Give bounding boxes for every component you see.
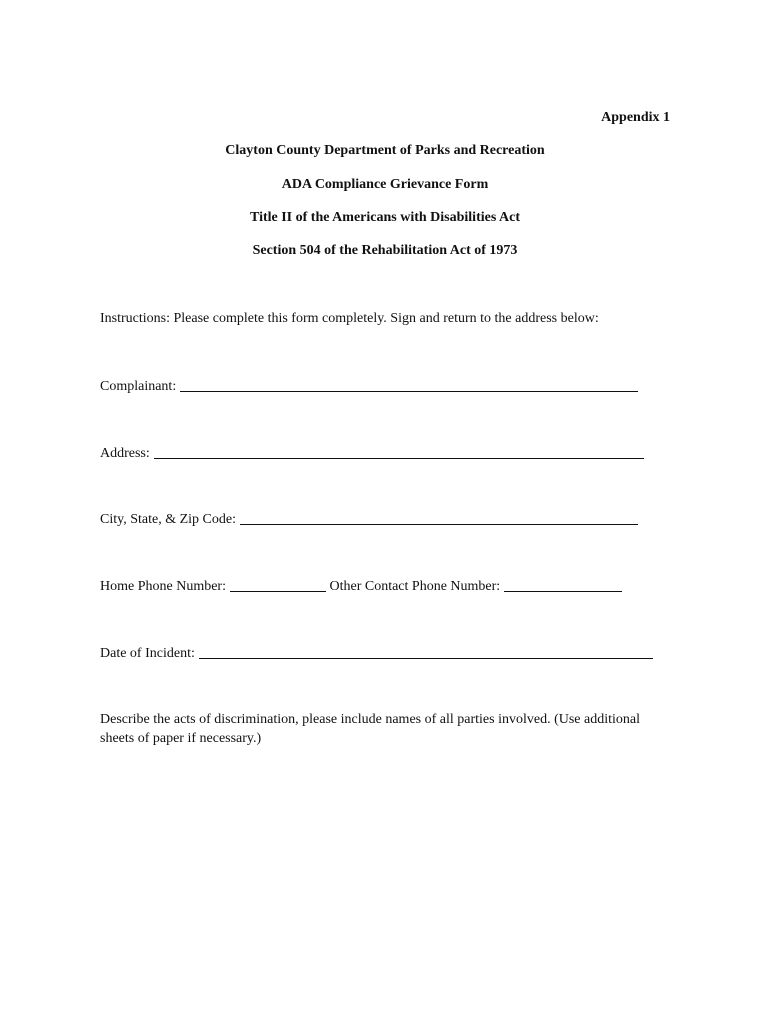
title-ii-heading: Title II of the Americans with Disabilities Act	[249, 210, 520, 225]
home-phone-field[interactable]	[230, 577, 326, 592]
other-phone-field[interactable]	[504, 577, 622, 592]
address-label: Address:	[100, 446, 150, 461]
describe-instructions: Describe the acts of discrimination, please include names of all parties involved. (Use additional sheets of paper if necessary.)	[100, 712, 640, 746]
date-of-incident-row	[100, 644, 653, 662]
complainant-row	[100, 377, 638, 395]
home-phone-label: Home Phone Number:	[100, 579, 226, 594]
address-row	[100, 444, 644, 462]
other-phone-label: Other Contact Phone Number:	[329, 579, 501, 594]
city-state-zip-label: City, State, & Zip Code:	[100, 512, 236, 527]
form-title: ADA Compliance Grievance Form	[281, 177, 489, 192]
complainant-field[interactable]	[180, 377, 638, 392]
section-504-heading: Section 504 of the Rehabilitation Act of 1973	[252, 243, 518, 258]
instructions-text: Instructions: Please complete this form completely. Sign and return to the address below:	[100, 311, 599, 326]
date-of-incident-field[interactable]	[199, 644, 653, 659]
phone-row	[100, 577, 622, 595]
appendix-label: Appendix 1	[601, 110, 670, 125]
address-field[interactable]	[154, 444, 644, 459]
city-state-zip-row	[100, 510, 638, 528]
complainant-label: Complainant:	[100, 379, 177, 394]
city-state-zip-field[interactable]	[240, 510, 638, 525]
date-of-incident-label: Date of Incident:	[100, 646, 195, 661]
department-heading: Clayton County Department of Parks and Recreation	[225, 143, 545, 158]
